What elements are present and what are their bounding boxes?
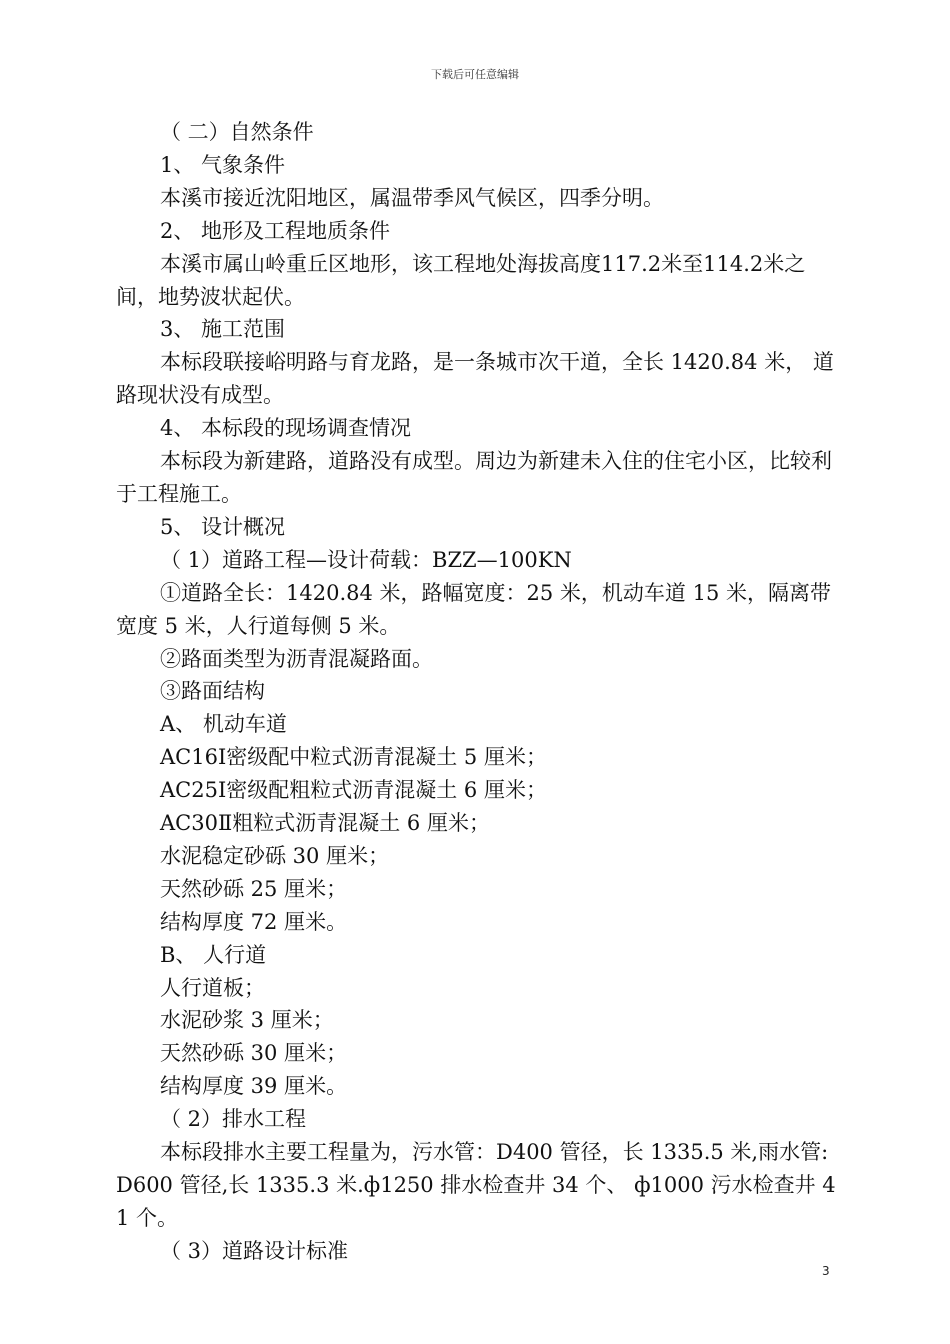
subsection-heading: 2、 地形及工程地质条件 [160,218,391,243]
document-body [116,116,838,1268]
page-number: 3 [822,1264,830,1278]
page-header: 下载后可任意编辑 [431,68,519,81]
subsection-heading: 5、 设计概况 [160,514,286,539]
list-item: 人行道板； [160,975,265,1000]
list-item: AC16Ⅰ密级配中粒式沥青混凝土 5 厘米； [160,745,547,770]
item-heading: （ 1）道路工程—设计荷载：BZZ—100KN [160,547,572,572]
paragraph: ②路面类型为沥青混凝路面。 [160,646,433,671]
section-title: （ 二）自然条件 [160,120,314,144]
subsection-heading: 4、 本标段的现场调查情况 [160,416,412,441]
list-item: 天然砂砾 25 厘米； [160,876,348,901]
item-heading: （ 2）排水工程 [160,1107,307,1132]
paragraph: 本标段联接峪明路与育龙路，是一条城市次干道，全长 1420.84 米， 道路现状没有成型。 [116,350,834,408]
list-item: 结构厚度 39 厘米。 [160,1074,348,1099]
list-item: AC30Ⅱ粗粒式沥青混凝土 6 厘米； [160,811,490,836]
paragraph: ①道路全长：1420.84 米，路幅宽度：25 米，机动车道 15 米，隔离带宽度 5 米，人行道每侧 5 米。 [116,580,831,638]
list-item: 水泥砂浆 3 厘米； [160,1008,334,1033]
paragraph: 本标段排水主要工程量为，污水管：D400 管径，长 1335.5 米,雨水管:D600 管径,长 1335.3 米.ф1250 排水检查井 34 个、 ф1000 污水检查井 41 个。 [116,1140,836,1230]
subsection-heading: 1、 气象条件 [160,152,286,177]
list-item: 结构厚度 72 厘米。 [160,909,348,934]
list-item: AC25Ⅰ密级配粗粒式沥青混凝土 6 厘米； [160,778,547,803]
item-heading: （ 3）道路设计标准 [160,1238,349,1263]
paragraph: 本溪市接近沈阳地区，属温带季风气候区，四季分明。 [160,185,664,210]
list-item: 水泥稳定砂砾 30 厘米； [160,843,390,868]
list-item: 天然砂砾 30 厘米； [160,1041,348,1066]
subsection-heading: 3、 施工范围 [160,317,286,342]
paragraph: 本溪市属山岭重丘区地形，该工程地处海拔高度117.2米至114.2米之间，地势波状起伏。 [116,251,806,309]
paragraph: ③路面结构 [160,679,265,704]
paragraph: 本标段为新建路，道路没有成型。周边为新建未入住的住宅小区，比较利于工程施工。 [116,449,832,506]
item-heading: A、 机动车道 [160,712,287,737]
item-heading: B、 人行道 [160,942,267,967]
